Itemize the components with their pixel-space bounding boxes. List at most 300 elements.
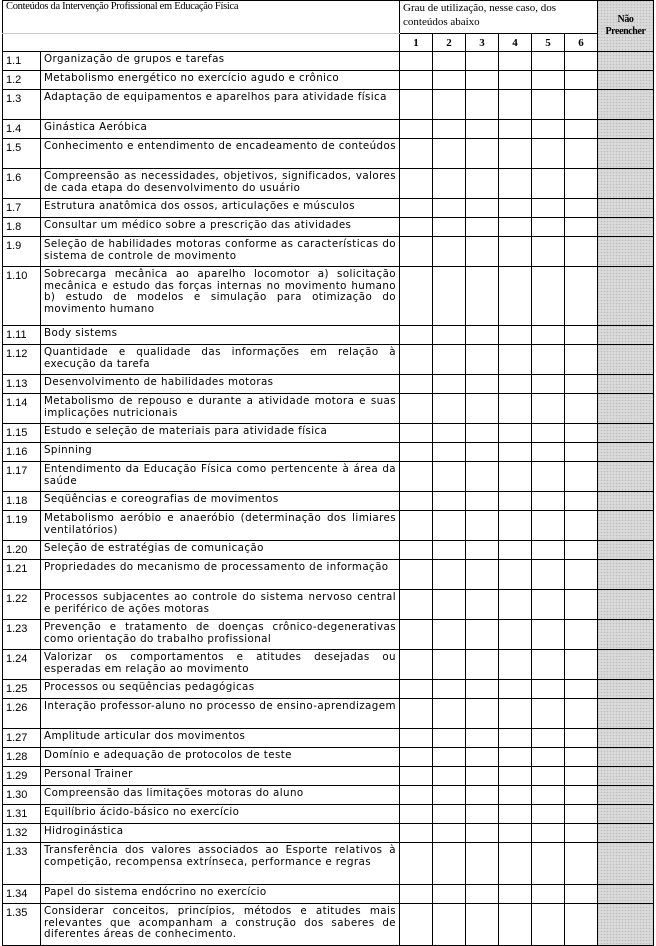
item-description: Desenvolvimento de habilidades motoras — [41, 375, 400, 394]
rating-cell-6[interactable] — [565, 590, 598, 620]
rating-cell-2[interactable] — [433, 394, 466, 424]
rating-cell-6[interactable] — [565, 199, 598, 218]
rating-cell-1[interactable] — [400, 199, 433, 218]
item-number: 1.7 — [3, 199, 41, 218]
rating-cell-1[interactable] — [400, 729, 433, 748]
rating-cell-6[interactable] — [565, 748, 598, 767]
do-not-fill-cell — [598, 394, 654, 424]
rating-cell-3[interactable] — [466, 699, 499, 729]
rating-cell-6[interactable] — [565, 767, 598, 786]
rating-cell-4[interactable] — [499, 748, 532, 767]
rating-cell-4[interactable] — [499, 90, 532, 120]
item-description: Domínio e adequação de protocolos de teste — [41, 748, 400, 767]
rating-cell-1[interactable] — [400, 541, 433, 560]
rating-cell-2[interactable] — [433, 139, 466, 169]
rating-cell-2[interactable] — [433, 492, 466, 511]
item-number: 1.1 — [3, 52, 41, 71]
rating-cell-3[interactable] — [466, 560, 499, 590]
rating-cell-5[interactable] — [532, 729, 565, 748]
rating-cell-6[interactable] — [565, 443, 598, 462]
item-description: Seleção de habilidades motoras conforme as características do sistema de controle de movimento — [41, 237, 400, 267]
table-row — [3, 729, 654, 748]
rating-cell-4[interactable] — [499, 650, 532, 680]
rating-cell-1[interactable] — [400, 492, 433, 511]
rating-cell-3[interactable] — [466, 71, 499, 90]
rating-cell-6[interactable] — [565, 267, 598, 326]
rating-cell-2[interactable] — [433, 620, 466, 650]
item-description: Quantidade e qualidade das informações em relação à execução da tarefa — [41, 345, 400, 375]
do-not-fill-cell — [598, 620, 654, 650]
item-number: 1.33 — [3, 843, 41, 885]
rating-cell-5[interactable] — [532, 52, 565, 71]
table-row — [3, 218, 654, 237]
rating-cell-1[interactable] — [400, 786, 433, 805]
rating-cell-1[interactable] — [400, 511, 433, 541]
rating-cell-1[interactable] — [400, 699, 433, 729]
do-not-fill-cell — [598, 424, 654, 443]
item-description: Processos ou seqüências pedagógicas — [41, 680, 400, 699]
rating-cell-2[interactable] — [433, 462, 466, 492]
rating-cell-4[interactable] — [499, 52, 532, 71]
item-description: Considerar conceitos, princípios, métodos e atitudes mais relevantes que acompanham a construção dos saberes de diferentes áreas de conhecimento. — [41, 904, 400, 946]
item-description: Body sistems — [41, 326, 400, 345]
rating-cell-6[interactable] — [565, 729, 598, 748]
rating-cell-2[interactable] — [433, 71, 466, 90]
rating-cell-1[interactable] — [400, 443, 433, 462]
rating-cell-4[interactable] — [499, 424, 532, 443]
item-number: 1.16 — [3, 443, 41, 462]
table-row — [3, 326, 654, 345]
rating-cell-6[interactable] — [565, 541, 598, 560]
rating-cell-5[interactable] — [532, 650, 565, 680]
do-not-fill-cell — [598, 169, 654, 199]
do-not-fill-cell — [598, 52, 654, 71]
rating-cell-6[interactable] — [565, 786, 598, 805]
rating-cell-4[interactable] — [499, 462, 532, 492]
rating-cell-5[interactable] — [532, 424, 565, 443]
rating-cell-5[interactable] — [532, 699, 565, 729]
rating-cell-2[interactable] — [433, 199, 466, 218]
rating-cell-1[interactable] — [400, 326, 433, 345]
rating-cell-6[interactable] — [565, 824, 598, 843]
rating-cell-6[interactable] — [565, 71, 598, 90]
rating-cell-6[interactable] — [565, 511, 598, 541]
rating-cell-4[interactable] — [499, 541, 532, 560]
do-not-fill-cell — [598, 904, 654, 946]
table-row — [3, 462, 654, 492]
rating-cell-5[interactable] — [532, 443, 565, 462]
rating-cell-1[interactable] — [400, 90, 433, 120]
rating-cell-5[interactable] — [532, 169, 565, 199]
rating-cell-6[interactable] — [565, 492, 598, 511]
item-description: Interação professor-aluno no processo de ensino-aprendizagem — [41, 699, 400, 729]
rating-cell-5[interactable] — [532, 620, 565, 650]
rating-cell-6[interactable] — [565, 805, 598, 824]
rating-cell-6[interactable] — [565, 620, 598, 650]
rating-cell-3[interactable] — [466, 729, 499, 748]
rating-cell-1[interactable] — [400, 620, 433, 650]
do-not-fill-cell — [598, 492, 654, 511]
rating-cell-5[interactable] — [532, 120, 565, 139]
rating-cell-3[interactable] — [466, 394, 499, 424]
rating-cell-1[interactable] — [400, 120, 433, 139]
do-not-fill-cell — [598, 805, 654, 824]
scale-1: 1 — [400, 34, 433, 52]
item-number: 1.3 — [3, 90, 41, 120]
rating-cell-1[interactable] — [400, 71, 433, 90]
rating-cell-2[interactable] — [433, 541, 466, 560]
do-not-fill-cell — [598, 885, 654, 904]
rating-cell-4[interactable] — [499, 199, 532, 218]
rating-cell-3[interactable] — [466, 52, 499, 71]
rating-cell-6[interactable] — [565, 394, 598, 424]
rating-cell-1[interactable] — [400, 267, 433, 326]
rating-cell-5[interactable] — [532, 560, 565, 590]
rating-cell-5[interactable] — [532, 885, 565, 904]
rating-cell-2[interactable] — [433, 120, 466, 139]
rating-cell-3[interactable] — [466, 90, 499, 120]
rating-cell-1[interactable] — [400, 345, 433, 375]
rating-cell-4[interactable] — [499, 71, 532, 90]
rating-cell-2[interactable] — [433, 326, 466, 345]
rating-cell-6[interactable] — [565, 345, 598, 375]
rating-cell-3[interactable] — [466, 139, 499, 169]
rating-cell-3[interactable] — [466, 375, 499, 394]
rating-cell-3[interactable] — [466, 169, 499, 199]
rating-cell-3[interactable] — [466, 680, 499, 699]
table-row — [3, 904, 654, 946]
rating-cell-1[interactable] — [400, 805, 433, 824]
rating-cell-5[interactable] — [532, 199, 565, 218]
rating-cell-4[interactable] — [499, 492, 532, 511]
scale-row-blank — [3, 34, 400, 52]
rating-cell-4[interactable] — [499, 139, 532, 169]
rating-cell-1[interactable] — [400, 767, 433, 786]
table-row — [3, 71, 654, 90]
rating-cell-5[interactable] — [532, 824, 565, 843]
rating-cell-3[interactable] — [466, 199, 499, 218]
table-row — [3, 680, 654, 699]
rating-cell-3[interactable] — [466, 590, 499, 620]
rating-cell-1[interactable] — [400, 748, 433, 767]
table-row — [3, 492, 654, 511]
item-number: 1.11 — [3, 326, 41, 345]
item-description: Processos subjacentes ao controle do sistema nervoso central e periférico de ações motoras — [41, 590, 400, 620]
rating-cell-3[interactable] — [466, 767, 499, 786]
rating-cell-4[interactable] — [499, 511, 532, 541]
item-number: 1.14 — [3, 394, 41, 424]
rating-cell-1[interactable] — [400, 843, 433, 885]
rating-cell-4[interactable] — [499, 590, 532, 620]
item-description: Seleção de estratégias de comunicação — [41, 541, 400, 560]
rating-cell-2[interactable] — [433, 748, 466, 767]
rating-cell-6[interactable] — [565, 424, 598, 443]
item-description: Metabolismo de repouso e durante a atividade motora e suas implicações nutricionais — [41, 394, 400, 424]
item-description: Personal Trainer — [41, 767, 400, 786]
rating-cell-6[interactable] — [565, 375, 598, 394]
rating-cell-3[interactable] — [466, 786, 499, 805]
rating-cell-6[interactable] — [565, 169, 598, 199]
item-description: Amplitude articular dos movimentos — [41, 729, 400, 748]
rating-cell-2[interactable] — [433, 443, 466, 462]
table-row — [3, 560, 654, 590]
rating-cell-5[interactable] — [532, 680, 565, 699]
item-number: 1.27 — [3, 729, 41, 748]
do-not-fill-cell — [598, 326, 654, 345]
item-description: Sobrecarga mecânica ao aparelho locomotor a) solicitação mecânica e estudo das forças internas no movimento humano b) estudo de modelos e simulação para otimização do movimento humano — [41, 267, 400, 326]
item-number: 1.18 — [3, 492, 41, 511]
item-description: Metabolismo aeróbio e anaeróbio (determinação dos limiares ventilatórios) — [41, 511, 400, 541]
rating-cell-2[interactable] — [433, 424, 466, 443]
rating-cell-1[interactable] — [400, 462, 433, 492]
rating-cell-4[interactable] — [499, 169, 532, 199]
rating-cell-1[interactable] — [400, 394, 433, 424]
rating-cell-4[interactable] — [499, 560, 532, 590]
rating-cell-1[interactable] — [400, 560, 433, 590]
rating-cell-5[interactable] — [532, 748, 565, 767]
rating-cell-5[interactable] — [532, 590, 565, 620]
rating-cell-3[interactable] — [466, 424, 499, 443]
rating-cell-6[interactable] — [565, 699, 598, 729]
rating-cell-3[interactable] — [466, 267, 499, 326]
table-title: Conteúdos da Intervenção Profissional em Educação Física — [3, 1, 400, 34]
rating-cell-2[interactable] — [433, 786, 466, 805]
item-number: 1.28 — [3, 748, 41, 767]
rating-cell-1[interactable] — [400, 680, 433, 699]
rating-cell-6[interactable] — [565, 680, 598, 699]
rating-cell-5[interactable] — [532, 139, 565, 169]
item-number: 1.31 — [3, 805, 41, 824]
rating-cell-5[interactable] — [532, 511, 565, 541]
item-description: Valorizar os comportamentos e atitudes desejadas ou esperadas em relação ao movimento — [41, 650, 400, 680]
table-row — [3, 169, 654, 199]
rating-cell-4[interactable] — [499, 237, 532, 267]
scale-5: 5 — [532, 34, 565, 52]
rating-cell-4[interactable] — [499, 326, 532, 345]
table-row — [3, 199, 654, 218]
rating-cell-2[interactable] — [433, 267, 466, 326]
do-not-fill-cell — [598, 345, 654, 375]
item-description: Organização de grupos e tarefas — [41, 52, 400, 71]
rating-cell-6[interactable] — [565, 52, 598, 71]
rating-cell-2[interactable] — [433, 843, 466, 885]
rating-cell-2[interactable] — [433, 885, 466, 904]
item-number: 1.21 — [3, 560, 41, 590]
rating-cell-4[interactable] — [499, 443, 532, 462]
rating-cell-1[interactable] — [400, 169, 433, 199]
item-number: 1.34 — [3, 885, 41, 904]
rating-cell-2[interactable] — [433, 805, 466, 824]
table-row — [3, 885, 654, 904]
rating-cell-6[interactable] — [565, 120, 598, 139]
do-not-fill-cell — [598, 680, 654, 699]
rating-cell-1[interactable] — [400, 139, 433, 169]
do-not-fill-cell — [598, 767, 654, 786]
rating-cell-2[interactable] — [433, 699, 466, 729]
rating-cell-5[interactable] — [532, 345, 565, 375]
table-row — [3, 699, 654, 729]
rating-cell-4[interactable] — [499, 885, 532, 904]
rating-cell-5[interactable] — [532, 805, 565, 824]
rating-cell-2[interactable] — [433, 824, 466, 843]
rating-cell-5[interactable] — [532, 394, 565, 424]
rating-cell-3[interactable] — [466, 843, 499, 885]
do-not-fill-cell — [598, 139, 654, 169]
item-number: 1.22 — [3, 590, 41, 620]
table-row — [3, 511, 654, 541]
rating-cell-4[interactable] — [499, 767, 532, 786]
rating-cell-4[interactable] — [499, 843, 532, 885]
rating-cell-5[interactable] — [532, 462, 565, 492]
rating-cell-1[interactable] — [400, 237, 433, 267]
rating-cell-3[interactable] — [466, 805, 499, 824]
rating-cell-6[interactable] — [565, 843, 598, 885]
rating-cell-6[interactable] — [565, 90, 598, 120]
rating-cell-1[interactable] — [400, 650, 433, 680]
rating-cell-4[interactable] — [499, 729, 532, 748]
rating-cell-5[interactable] — [532, 904, 565, 946]
rating-cell-6[interactable] — [565, 560, 598, 590]
table-row — [3, 120, 654, 139]
rating-cell-4[interactable] — [499, 824, 532, 843]
rating-cell-5[interactable] — [532, 767, 565, 786]
rating-cell-4[interactable] — [499, 786, 532, 805]
rating-cell-1[interactable] — [400, 52, 433, 71]
rating-cell-5[interactable] — [532, 375, 565, 394]
rating-cell-3[interactable] — [466, 511, 499, 541]
do-not-fill-cell — [598, 824, 654, 843]
rating-cell-6[interactable] — [565, 326, 598, 345]
rating-cell-3[interactable] — [466, 885, 499, 904]
table-row — [3, 394, 654, 424]
rating-cell-6[interactable] — [565, 218, 598, 237]
rating-cell-4[interactable] — [499, 218, 532, 237]
rating-cell-4[interactable] — [499, 620, 532, 650]
rating-cell-5[interactable] — [532, 492, 565, 511]
scale-6: 6 — [565, 34, 598, 52]
item-description: Seqüências e coreografias de movimentos — [41, 492, 400, 511]
rating-cell-1[interactable] — [400, 824, 433, 843]
rating-cell-5[interactable] — [532, 786, 565, 805]
rating-cell-2[interactable] — [433, 650, 466, 680]
rating-cell-2[interactable] — [433, 375, 466, 394]
do-not-fill-cell — [598, 511, 654, 541]
rating-cell-2[interactable] — [433, 237, 466, 267]
rating-cell-4[interactable] — [499, 120, 532, 139]
rating-cell-3[interactable] — [466, 748, 499, 767]
rating-cell-3[interactable] — [466, 462, 499, 492]
item-description: Transferência dos valores associados ao Esporte relativos à competição, recompensa extrínseca, performance e regras — [41, 843, 400, 885]
rating-cell-3[interactable] — [466, 904, 499, 946]
rating-cell-2[interactable] — [433, 345, 466, 375]
rating-cell-3[interactable] — [466, 120, 499, 139]
item-number: 1.9 — [3, 237, 41, 267]
rating-cell-4[interactable] — [499, 805, 532, 824]
rating-cell-1[interactable] — [400, 904, 433, 946]
do-not-fill-cell — [598, 541, 654, 560]
table-row — [3, 345, 654, 375]
rating-cell-1[interactable] — [400, 885, 433, 904]
scale-row — [3, 34, 654, 52]
rating-cell-6[interactable] — [565, 885, 598, 904]
rating-cell-1[interactable] — [400, 590, 433, 620]
do-not-fill-cell — [598, 699, 654, 729]
rating-cell-2[interactable] — [433, 904, 466, 946]
rating-cell-6[interactable] — [565, 904, 598, 946]
rating-cell-3[interactable] — [466, 237, 499, 267]
rating-cell-2[interactable] — [433, 218, 466, 237]
item-number: 1.29 — [3, 767, 41, 786]
rating-cell-5[interactable] — [532, 541, 565, 560]
rating-cell-3[interactable] — [466, 824, 499, 843]
rating-cell-3[interactable] — [466, 620, 499, 650]
rating-cell-4[interactable] — [499, 267, 532, 326]
rating-cell-2[interactable] — [433, 590, 466, 620]
rating-cell-3[interactable] — [466, 492, 499, 511]
rating-cell-4[interactable] — [499, 375, 532, 394]
rating-cell-6[interactable] — [565, 462, 598, 492]
item-description: Estudo e seleção de materiais para atividade física — [41, 424, 400, 443]
rating-cell-3[interactable] — [466, 650, 499, 680]
rating-cell-6[interactable] — [565, 650, 598, 680]
rating-cell-5[interactable] — [532, 843, 565, 885]
rating-cell-3[interactable] — [466, 345, 499, 375]
rating-cell-4[interactable] — [499, 345, 532, 375]
do-not-fill-cell — [598, 218, 654, 237]
rating-cell-3[interactable] — [466, 541, 499, 560]
item-description: Ginástica Aeróbica — [41, 120, 400, 139]
do-not-fill-cell — [598, 748, 654, 767]
rating-cell-3[interactable] — [466, 326, 499, 345]
item-description: Adaptação de equipamentos e aparelhos para atividade física — [41, 90, 400, 120]
item-number: 1.23 — [3, 620, 41, 650]
rating-cell-4[interactable] — [499, 394, 532, 424]
table-row — [3, 767, 654, 786]
do-not-fill-cell — [598, 590, 654, 620]
rating-cell-2[interactable] — [433, 169, 466, 199]
item-description: Equilíbrio ácido-básico no exercício — [41, 805, 400, 824]
item-description: Entendimento da Educação Física como pertencente à área da saúde — [41, 462, 400, 492]
rating-cell-5[interactable] — [532, 267, 565, 326]
rating-cell-2[interactable] — [433, 767, 466, 786]
rating-cell-2[interactable] — [433, 560, 466, 590]
rating-cell-5[interactable] — [532, 90, 565, 120]
rating-cell-5[interactable] — [532, 71, 565, 90]
rating-cell-6[interactable] — [565, 237, 598, 267]
rating-cell-5[interactable] — [532, 218, 565, 237]
rating-cell-2[interactable] — [433, 680, 466, 699]
rating-cell-2[interactable] — [433, 90, 466, 120]
scale-2: 2 — [433, 34, 466, 52]
item-number: 1.35 — [3, 904, 41, 946]
item-description: Compreensão das limitações motoras do aluno — [41, 786, 400, 805]
rating-cell-3[interactable] — [466, 218, 499, 237]
rating-cell-2[interactable] — [433, 511, 466, 541]
rating-cell-2[interactable] — [433, 729, 466, 748]
rating-cell-4[interactable] — [499, 904, 532, 946]
rating-cell-4[interactable] — [499, 699, 532, 729]
do-not-fill-cell — [598, 650, 654, 680]
rating-cell-5[interactable] — [532, 237, 565, 267]
rating-cell-3[interactable] — [466, 443, 499, 462]
rating-cell-1[interactable] — [400, 218, 433, 237]
rating-cell-2[interactable] — [433, 52, 466, 71]
rating-cell-6[interactable] — [565, 139, 598, 169]
rating-cell-5[interactable] — [532, 326, 565, 345]
rating-cell-1[interactable] — [400, 375, 433, 394]
rating-cell-4[interactable] — [499, 680, 532, 699]
rating-cell-1[interactable] — [400, 424, 433, 443]
